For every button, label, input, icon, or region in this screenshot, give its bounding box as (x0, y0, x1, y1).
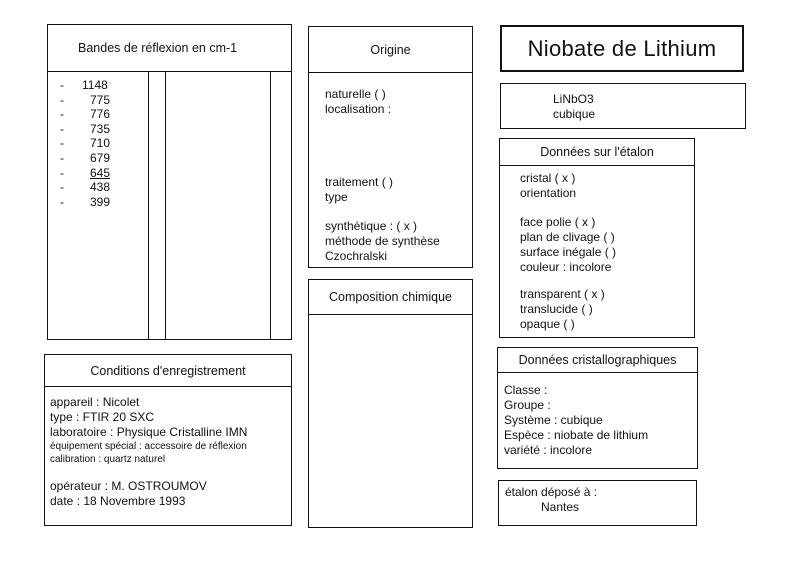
depot-place: Nantes (541, 500, 580, 514)
origine-localisation: localisation : (325, 102, 392, 116)
band-row: - 775 (60, 92, 111, 107)
etalon-translucide: translucide ( ) (520, 302, 593, 316)
conditions-laboratoire: laboratoire : Physique Cristalline IMN (50, 425, 248, 439)
band-value: 735 (90, 121, 111, 136)
etalon-plan-clivage: plan de clivage ( ) (520, 230, 615, 244)
band-row: - 679 (60, 150, 111, 165)
bands-panel (47, 24, 292, 340)
band-value: 438 (90, 180, 111, 195)
composition-title: Composition chimique (309, 280, 472, 315)
band-row: - 776 (60, 107, 111, 122)
bands-column-divider-3 (270, 71, 271, 339)
cristallo-variete: variété : incolore (504, 443, 593, 457)
conditions-date: date : 18 Novembre 1993 (50, 494, 186, 508)
band-row: - 399 (60, 194, 111, 209)
mineral-name: Niobate de Lithium (527, 35, 717, 61)
formula-panel (500, 83, 746, 129)
composition-panel (308, 279, 473, 528)
origine-methode-value: Czochralski (325, 249, 388, 263)
etalon-title: Données sur l'étalon (500, 139, 694, 166)
band-value: 776 (90, 107, 111, 122)
origine-type: type (325, 190, 348, 204)
conditions-title: Conditions d'enregistrement (45, 355, 291, 387)
conditions-type: type : FTIR 20 SXC (50, 410, 155, 424)
band-value: 399 (90, 194, 111, 209)
band-row: - 438 (60, 180, 111, 195)
cristallo-panel (497, 347, 698, 469)
conditions-operateur: opérateur : M. OSTROUMOV (50, 479, 207, 493)
bands-column-divider-1 (148, 71, 149, 339)
etalon-orientation: orientation (520, 186, 577, 200)
band-row: - 735 (60, 121, 111, 136)
band-value: 679 (90, 150, 111, 165)
conditions-panel (44, 354, 292, 526)
origine-naturelle: naturelle ( ) (325, 87, 386, 101)
origine-synthetique: synthétique : ( x ) (325, 219, 418, 233)
depot-panel (498, 480, 697, 526)
bands-column-divider-2 (165, 71, 166, 339)
band-value: 710 (90, 136, 111, 151)
cristallo-systeme: Système : cubique (504, 413, 603, 427)
conditions-calibration: calibration : quartz naturel (50, 454, 166, 465)
mineral-formula: LiNbO3 (553, 92, 594, 106)
etalon-opaque: opaque ( ) (520, 317, 575, 331)
etalon-face-polie: face polie ( x ) (520, 215, 596, 229)
cristallo-title: Données cristallographiques (498, 348, 697, 373)
etalon-transparent: transparent ( x ) (520, 287, 605, 301)
origine-methode: méthode de synthèse (325, 234, 440, 248)
etalon-cristal: cristal ( x ) (520, 171, 576, 185)
depot-label: étalon déposé à : (505, 485, 598, 499)
cristallo-espece: Espèce : niobate de lithium (504, 428, 649, 442)
etalon-couleur: couleur : incolore (520, 260, 612, 274)
origine-title: Origine (309, 27, 472, 73)
band-value: 1148 (82, 78, 108, 92)
conditions-equipement: équipement spécial : accessoire de réflexion (50, 441, 247, 452)
band-value: 645 (90, 165, 111, 180)
bands-title: Bandes de réflexion en cm-1 (48, 25, 291, 72)
cristallo-classe: Classe : (504, 383, 548, 397)
etalon-panel (499, 138, 695, 338)
origine-panel (308, 26, 473, 268)
origine-traitement: traitement ( ) (325, 175, 394, 189)
conditions-appareil: appareil : Nicolet (50, 395, 140, 409)
bands-list (60, 78, 110, 209)
mineral-system: cubique (553, 107, 596, 121)
band-row: - 710 (60, 136, 111, 151)
band-row: - 1148 (60, 78, 108, 92)
cristallo-groupe: Groupe : (504, 398, 551, 412)
band-row: - 645 (60, 165, 111, 180)
band-value: 775 (90, 92, 111, 107)
mineral-title-box (500, 25, 744, 72)
etalon-surface-inegale: surface inégale ( ) (520, 245, 617, 259)
